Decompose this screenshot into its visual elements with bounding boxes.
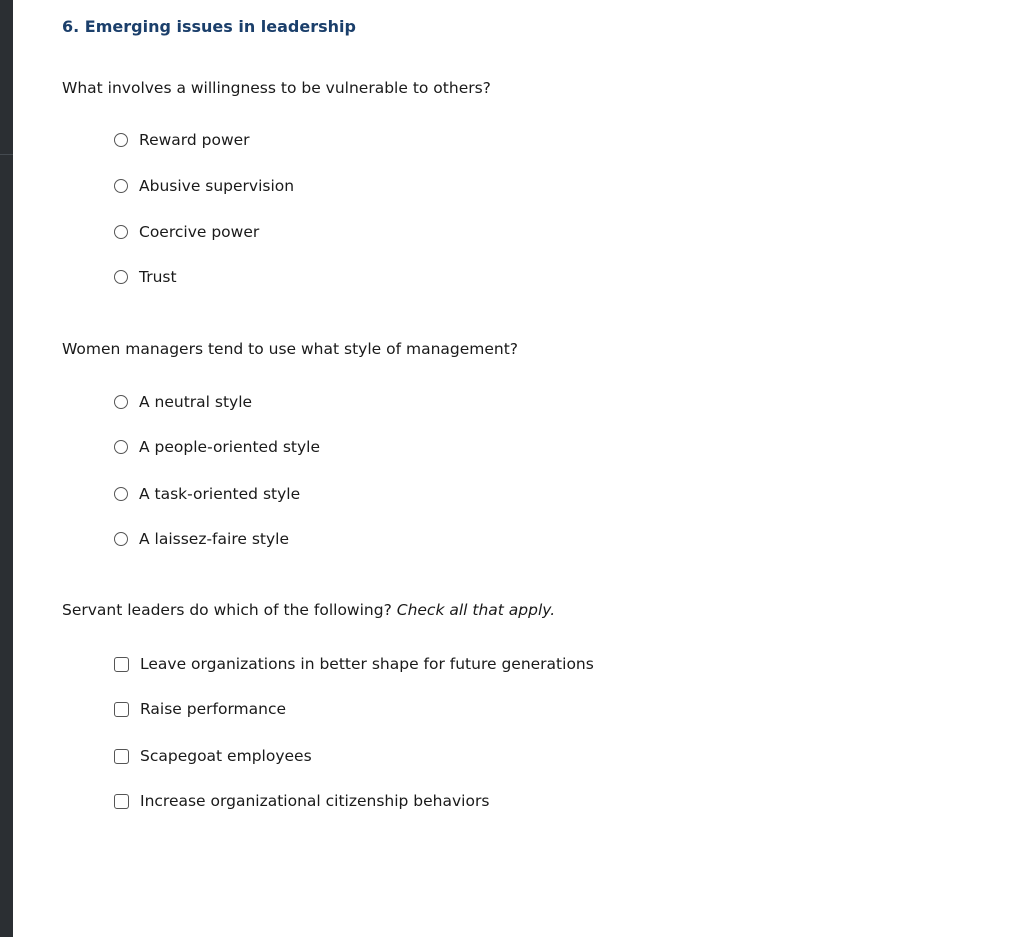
q3-option-increase-ocb[interactable]	[114, 791, 489, 811]
radio-button[interactable]	[114, 225, 128, 239]
option-label: Abusive supervision	[139, 177, 295, 195]
q3-option-scapegoat-employees[interactable]	[114, 746, 312, 766]
question-1	[62, 78, 1002, 286]
question-3-prompt	[62, 600, 1002, 620]
q2-option-neutral-style[interactable]	[114, 392, 252, 412]
radio-button[interactable]	[114, 487, 128, 501]
question-3-prompt-text: Servant leaders do which of the following?	[62, 601, 392, 619]
option-label: Raise performance	[140, 700, 287, 718]
question-2	[62, 339, 1002, 548]
option-label: A people-oriented style	[139, 438, 321, 456]
q2-option-task-oriented-style[interactable]	[114, 484, 300, 504]
section-title: 6. Emerging issues in leadership	[62, 17, 356, 36]
q3-option-leave-organizations-better[interactable]	[114, 654, 594, 674]
option-label: Scapegoat employees	[140, 747, 312, 765]
q3-option-raise-performance[interactable]	[114, 699, 286, 719]
radio-button[interactable]	[114, 532, 128, 546]
q1-option-trust[interactable]	[114, 267, 177, 287]
q1-option-reward-power[interactable]	[114, 130, 250, 150]
radio-button[interactable]	[114, 270, 128, 284]
checkbox[interactable]	[114, 794, 129, 809]
option-label: A task-oriented style	[139, 485, 301, 503]
q2-option-laissez-faire-style[interactable]	[114, 529, 289, 549]
question-3-prompt-hint: Check all that apply.	[396, 601, 556, 619]
question-2-prompt: Women managers tend to use what style of management?	[62, 340, 519, 358]
option-label: A laissez-faire style	[139, 530, 289, 548]
option-label: Leave organizations in better shape for future generations	[140, 655, 594, 673]
checkbox[interactable]	[114, 749, 129, 764]
checkbox[interactable]	[114, 702, 129, 717]
q2-option-people-oriented-style[interactable]	[114, 437, 320, 457]
radio-button[interactable]	[114, 440, 128, 454]
radio-button[interactable]	[114, 133, 128, 147]
option-label: Coercive power	[139, 223, 260, 241]
option-label: Trust	[139, 268, 177, 286]
q1-option-coercive-power[interactable]	[114, 222, 259, 242]
option-label: Reward power	[139, 131, 250, 149]
left-sidebar-edge	[0, 0, 13, 937]
checkbox[interactable]	[114, 657, 129, 672]
question-3	[62, 600, 1002, 810]
q1-option-abusive-supervision[interactable]	[114, 176, 294, 196]
option-label: Increase organizational citizenship behaviors	[140, 792, 490, 810]
question-1-prompt: What involves a willingness to be vulnerable to others?	[62, 79, 491, 97]
sidebar-divider	[0, 154, 13, 155]
option-label: A neutral style	[139, 393, 253, 411]
radio-button[interactable]	[114, 395, 128, 409]
radio-button[interactable]	[114, 179, 128, 193]
